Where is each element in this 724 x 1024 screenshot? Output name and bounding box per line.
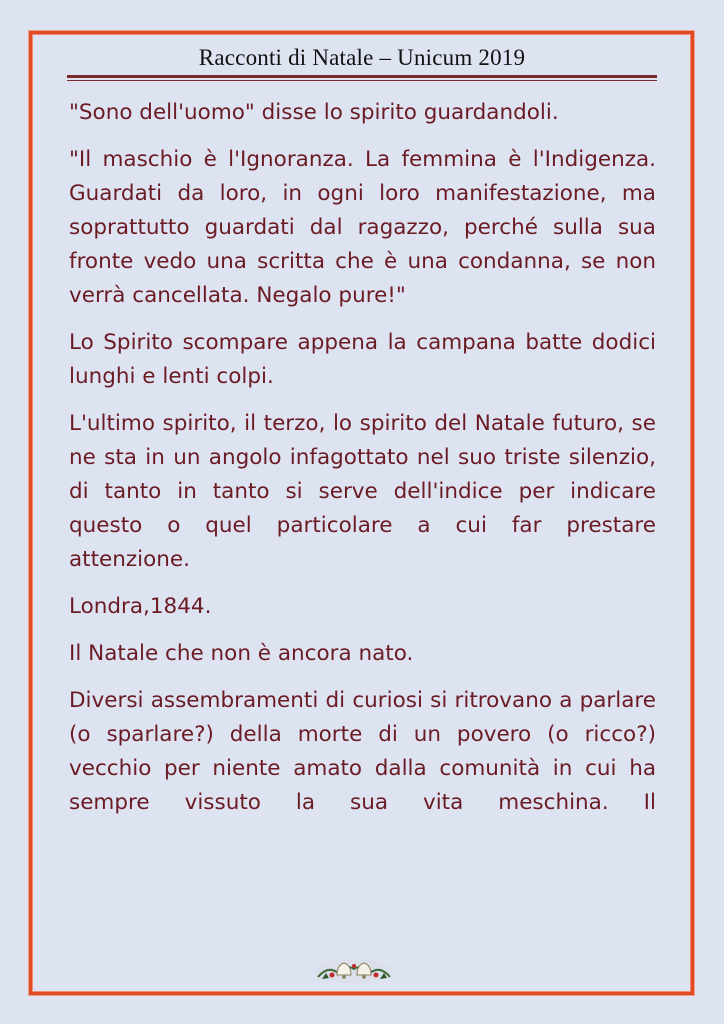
paragraph: Londra,1844. [69, 594, 212, 619]
paragraph: "Sono dell'uomo" disse lo spirito guardandoli. [69, 100, 559, 125]
paragraph: "Il maschio è l'Ignoranza. La femmina è l'Indigenza. Guardati da loro, in ogni loro manifestazione, ma soprattutto guardati dal ragazzo, perché sulla sua fronte vedo una scritta che è una condanna, se non verrà cancellata. Negalo pure!" [69, 147, 656, 308]
paragraph: Lo Spirito scompare appena la campana batte dodici lunghi e lenti colpi. [69, 330, 656, 389]
running-header-title: Racconti di Natale – Unicum 2019 [198, 45, 526, 70]
christmas-bells-ornament-icon [314, 955, 394, 987]
paragraph: Diversi assembramenti di curiosi si ritrovano a parlare (o sparlare?) della morte di un povero (o ricco?) vecchio per niente amato dalla comunità in cui ha sempre vissuto la sua vita meschina. Il [69, 688, 656, 815]
paragraph: L'ultimo spirito, il terzo, lo spirito del Natale futuro, se ne sta in un angolo infagottato nel suo triste silenzio, di tanto in tanto si serve dell'indice per indicare questo o quel particolare a cui far prestare attenzione. [69, 411, 656, 572]
paragraph: Il Natale che non è ancora nato. [69, 641, 414, 666]
header-rule [67, 75, 657, 78]
header-rule-thin [67, 80, 657, 81]
body-text [69, 96, 656, 833]
